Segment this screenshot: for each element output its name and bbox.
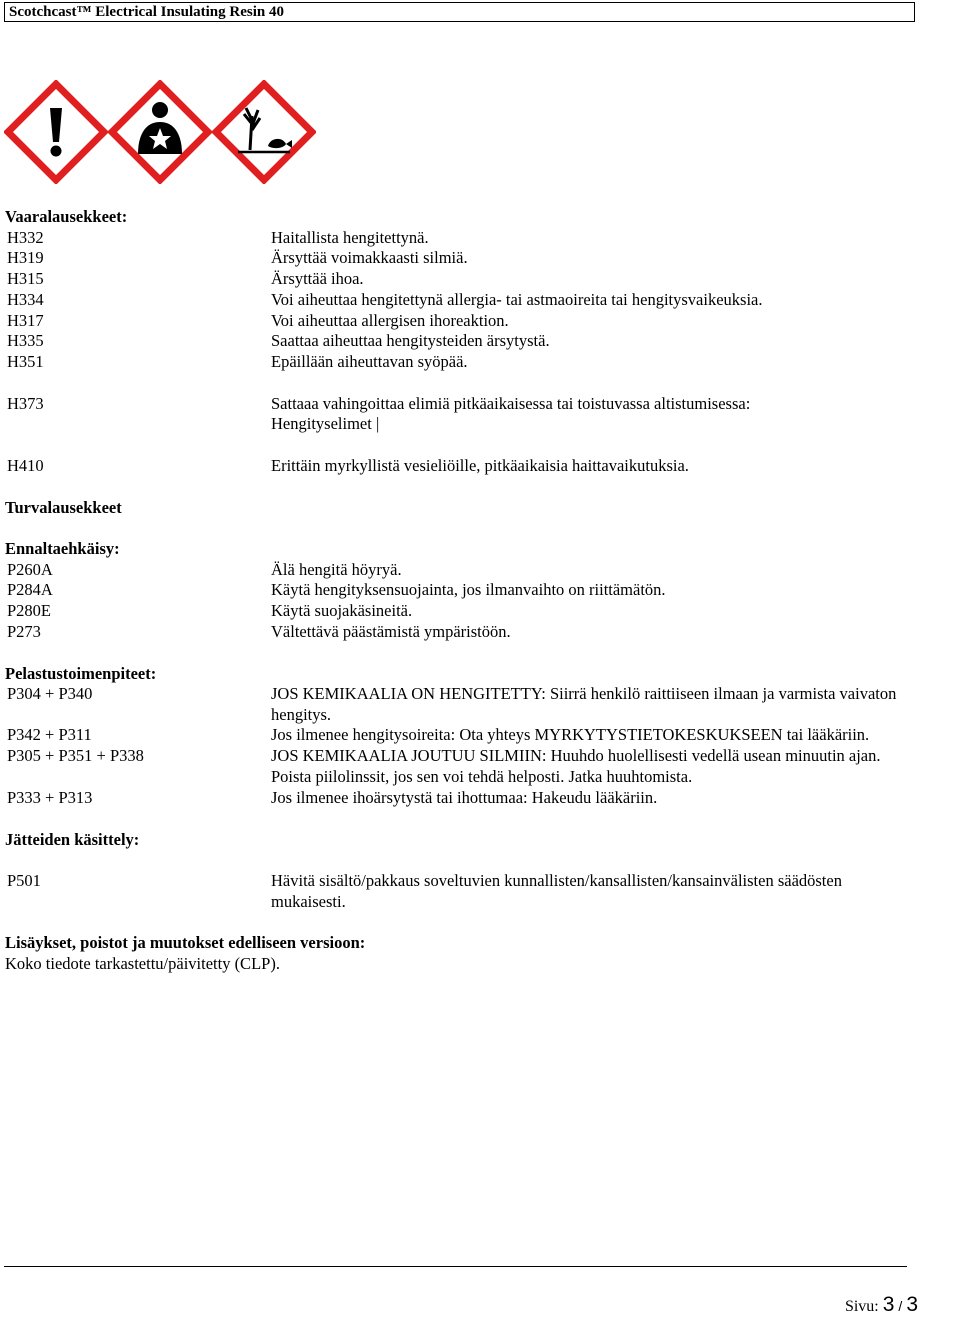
hazard-text: Ärsyttää voimakkaasti silmiä. <box>271 248 468 267</box>
hazard-text: Saattaa aiheuttaa hengitysteiden ärsytystä. <box>271 331 550 350</box>
environment-ghs09-icon <box>212 80 316 184</box>
page-number <box>845 1293 918 1317</box>
document-title: Scotchcast™ Electrical Insulating Resin 40 <box>4 2 915 22</box>
hazard-code: H335 <box>7 331 44 350</box>
hazard-text: Voi aiheuttaa hengitettynä allergia- tai astmaoireita tai hengitysvaikeuksia. <box>271 290 763 309</box>
hazard-code: H332 <box>7 228 44 247</box>
hazard-code: H351 <box>7 352 44 371</box>
precaution-code: P305 + P351 + P338 <box>7 746 144 765</box>
precaution-text: Käytä suojakäsineitä. <box>271 601 413 620</box>
hazard-code: H334 <box>7 290 44 309</box>
precaution-text-continued: hengitys. <box>271 705 332 724</box>
hazard-text: Ärsyttää ihoa. <box>271 269 364 288</box>
revision-text: Koko tiedote tarkastettu/päivitetty (CLP). <box>5 954 280 973</box>
precautionary-statements-heading: Turvalausekkeet <box>5 498 122 517</box>
precaution-text: Vältettävä päästämistä ympäristöön. <box>271 622 511 641</box>
health-hazard-ghs08-icon <box>108 80 212 184</box>
precaution-text: JOS KEMIKAALIA JOUTUU SILMIIN: Huuhdo huolellisesti vedellä usean minuutin ajan. <box>271 746 881 765</box>
page-current: 3 <box>882 1293 895 1316</box>
page-label: Sivu: <box>844 1298 879 1315</box>
disposal-heading: Jätteiden käsittely: <box>5 830 140 849</box>
precaution-text-continued: mukaisesti. <box>271 892 346 911</box>
hazard-text: Erittäin myrkyllistä vesieliöille, pitkäaikaisia haittavaikutuksia. <box>271 456 689 475</box>
precaution-code: P280E <box>7 601 52 620</box>
footer-divider <box>4 1266 907 1267</box>
hazard-text: Voi aiheuttaa allergisen ihoreaktion. <box>271 311 509 330</box>
precaution-text: Jos ilmenee hengitysoireita: Ota yhteys MYRKYTYSTIETOKESKUKSEEN tai lääkäriin. <box>271 725 870 744</box>
precaution-code: P501 <box>7 871 41 890</box>
hazard-text: Sattaaa vahingoittaa elimiä pitkäaikaisessa tai toistuvassa altistumisessa: <box>271 394 751 413</box>
precaution-code: P333 + P313 <box>7 788 93 807</box>
hazard-text-continued: Hengityselimet | <box>271 414 380 433</box>
hazard-text: Haitallista hengitettynä. <box>271 228 429 247</box>
precaution-code: P304 + P340 <box>7 684 93 703</box>
hazard-code: H373 <box>7 394 44 413</box>
hazard-code: H317 <box>7 311 44 330</box>
exclamation-mark-ghs07-icon <box>4 80 108 184</box>
page-total: 3 <box>906 1293 918 1316</box>
hazard-statements-heading: Vaaralausekkeet: <box>5 207 128 226</box>
page-separator: / <box>898 1298 903 1314</box>
hazard-code: H319 <box>7 248 44 267</box>
precaution-text: JOS KEMIKAALIA ON HENGITETTY: Siirrä henkilö raittiiseen ilmaan ja varmista vaivaton <box>271 684 897 703</box>
precaution-code: P342 + P311 <box>7 725 92 744</box>
precaution-text: Jos ilmenee ihoärsytystä tai ihottumaa: Hakeudu lääkäriin. <box>271 788 658 807</box>
precaution-code: P273 <box>7 622 41 641</box>
hazard-code: H410 <box>7 456 44 475</box>
precaution-code: P284A <box>7 580 53 599</box>
response-heading: Pelastustoimenpiteet: <box>5 664 157 683</box>
hazard-code: H315 <box>7 269 44 288</box>
precaution-text-continued: Poista piilolinssit, jos sen voi tehdä helposti. Jatka huuhtomista. <box>271 767 693 786</box>
precaution-text: Älä hengitä höyryä. <box>271 560 402 579</box>
precaution-code: P260A <box>7 560 53 579</box>
hazard-text: Epäillään aiheuttavan syöpää. <box>271 352 468 371</box>
precaution-text: Hävitä sisältö/pakkaus soveltuvien kunnallisten/kansallisten/kansainvälisten säädösten <box>271 871 842 890</box>
precaution-text: Käytä hengityksensuojainta, jos ilmanvaihto on riittämätön. <box>271 580 666 599</box>
prevention-heading: Ennaltaehkäisy: <box>5 539 120 558</box>
revision-heading: Lisäykset, poistot ja muutokset edelliseen versioon: <box>5 933 366 952</box>
